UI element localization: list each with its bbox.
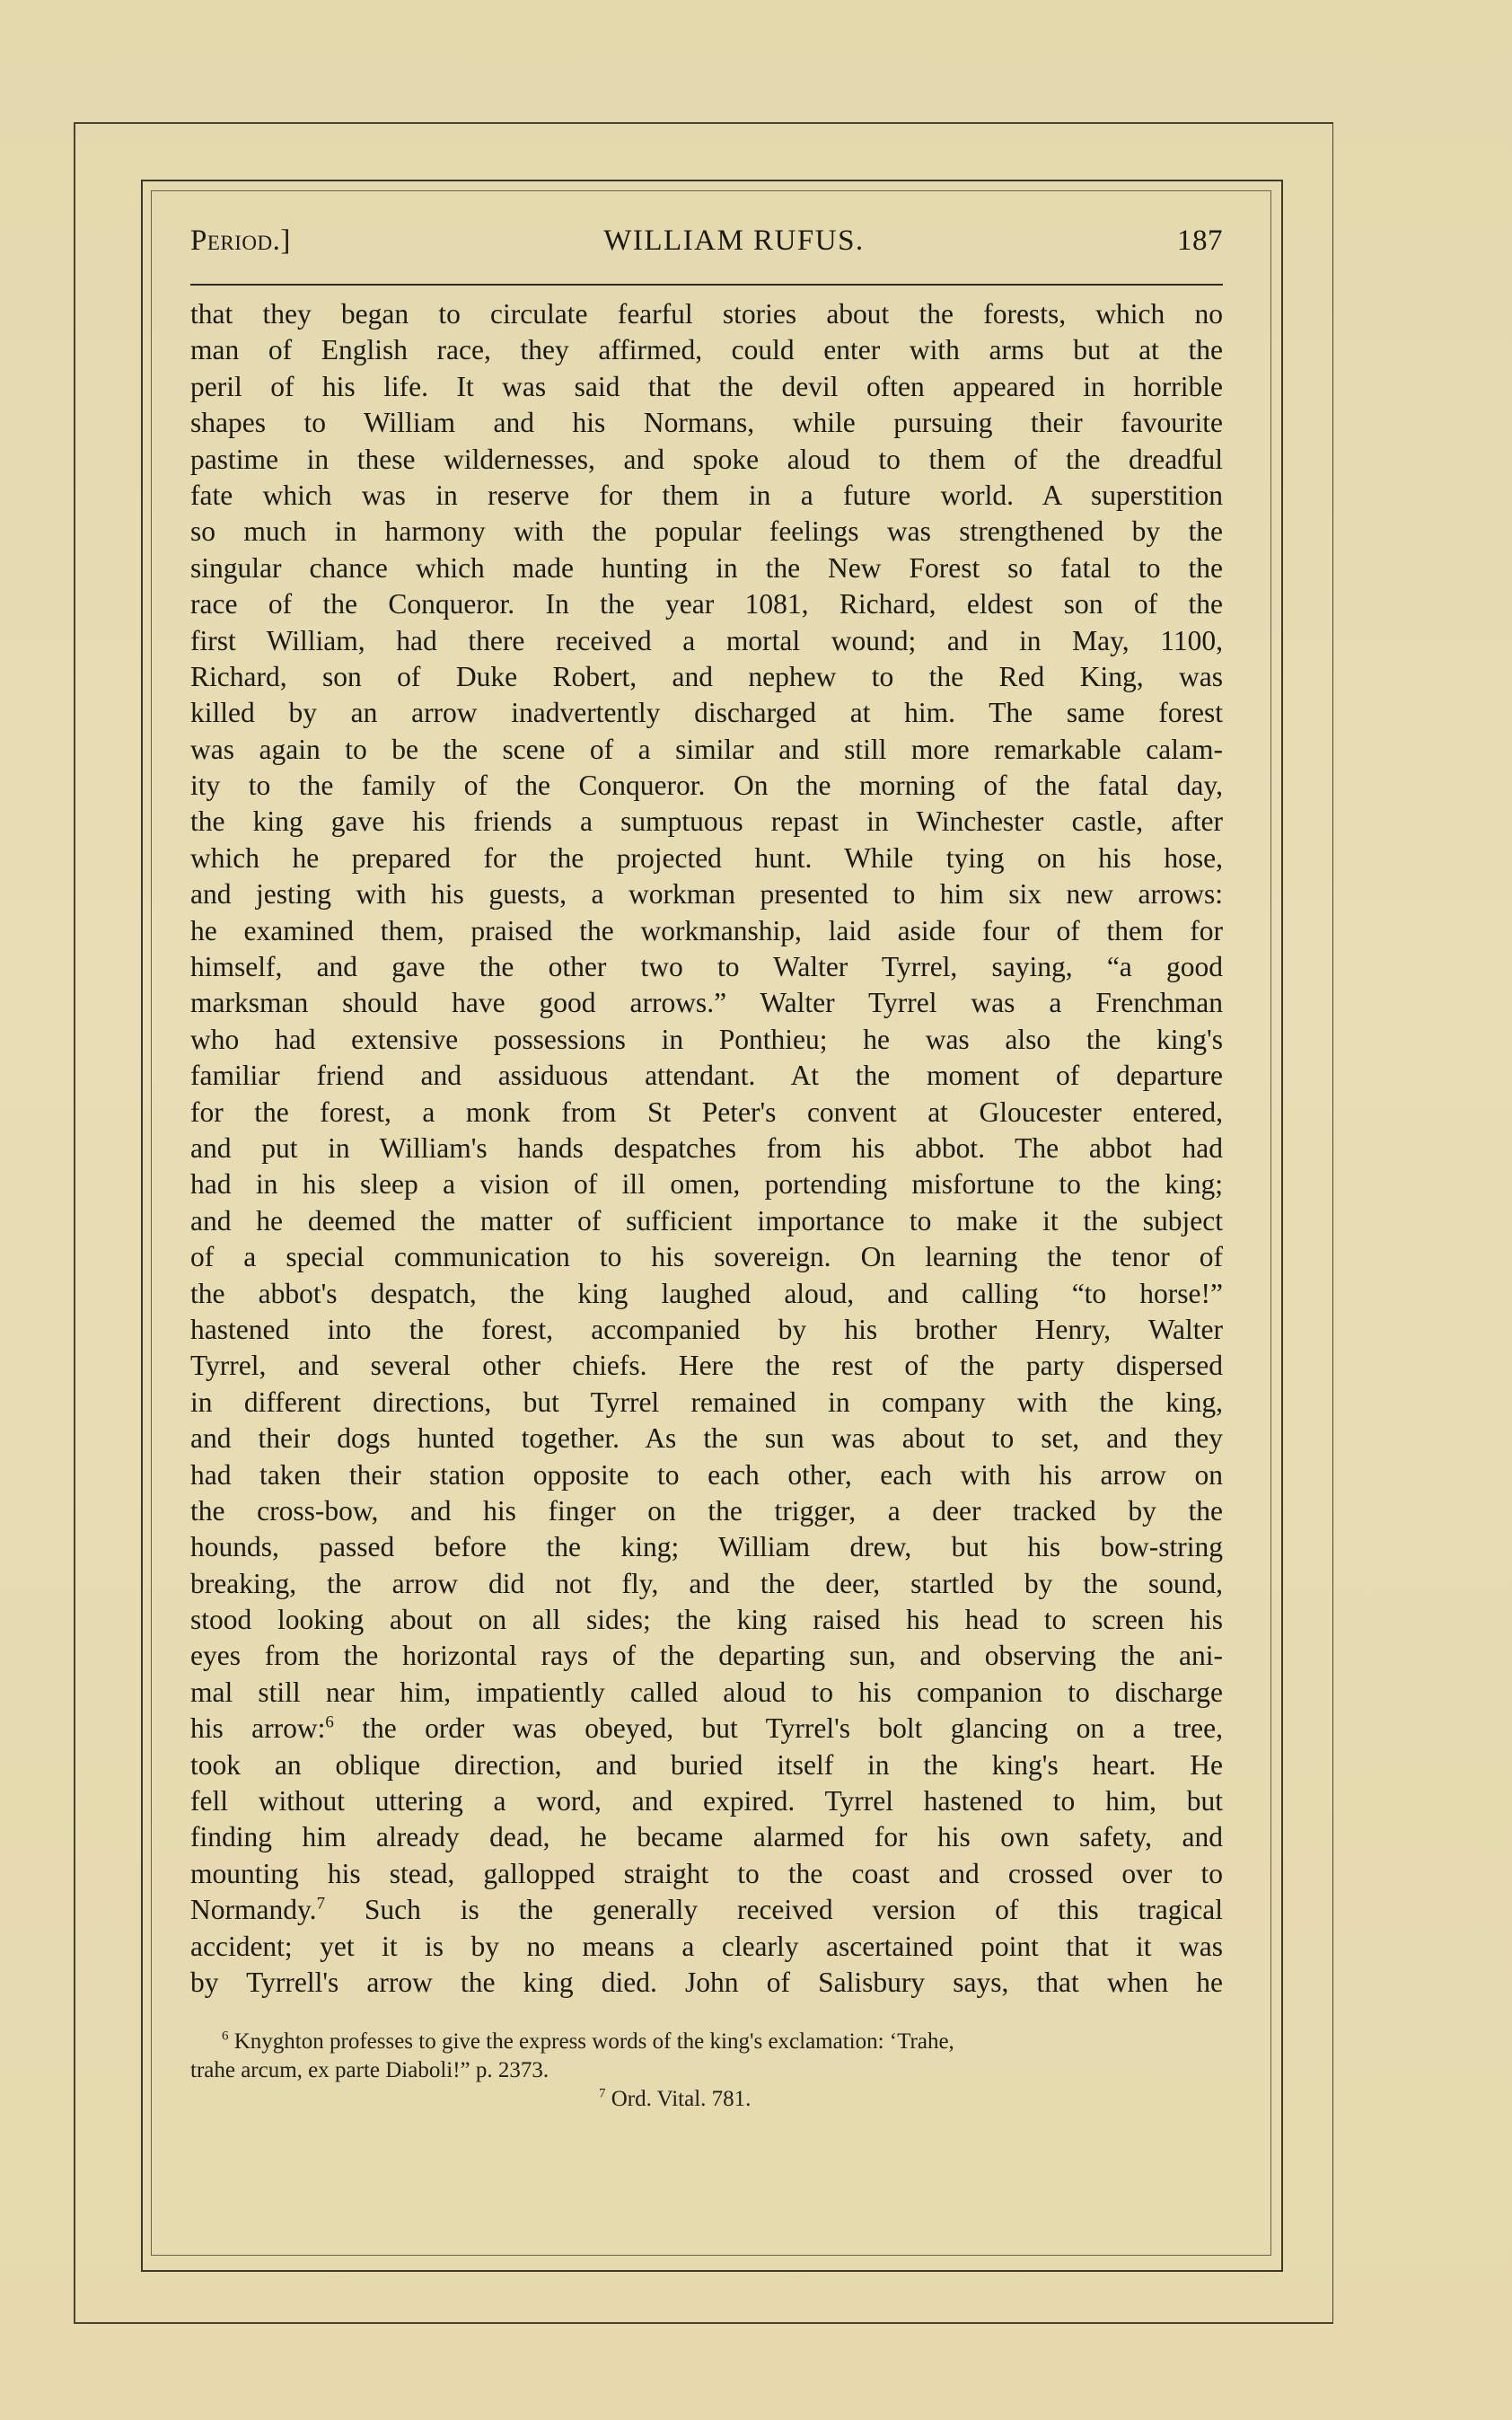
text-line: breaking, the arrow did not fly, and the deer, startled by the sound, [190,1567,1223,1599]
footnote-7 [190,2085,1223,2114]
running-header [190,224,1223,275]
text-line: which he prepared for the projected hunt. While tying on his hose, [190,841,1223,874]
text-line: the cross-bow, and his finger on the trigger, a deer tracked by the [190,1494,1223,1527]
text-line: man of English race, they affirmed, could enter with arms but at the [190,334,1223,366]
text-line-with-ref [190,1711,1223,1747]
book-page [190,224,1223,2114]
text-line: finding him already dead, he became alarmed for his own safety, and [190,1821,1223,1853]
header-title: WILLIAM RUFUS. [603,224,865,257]
text-line: and he deemed the matter of sufficient importance to make it the subject [190,1204,1223,1236]
text-segment: the order was obeyed, but Tyrrel's bolt glancing on a tree, [333,1712,1223,1745]
footnote-text: Knyghton professes to give the express words of the king's exclamation: ‘Trahe, [228,2029,954,2055]
text-segment: his arrow: [190,1712,326,1745]
text-line: killed by an arrow inadvertently discharged at him. The same forest [190,697,1223,729]
text-line: himself, and gave the other two to Walter Tyrrel, saying, “a good [190,951,1223,983]
text-line: had taken their station opposite to each other, each with his arrow on [190,1458,1223,1491]
footnotes [190,2028,1223,2114]
text-line: of a special communication to his sovereign. On learning the tenor of [190,1241,1223,1273]
text-line: that they began to circulate fearful stories about the forests, which no [190,298,1223,330]
text-line: mounting his stead, gallopped straight to the coast and crossed over to [190,1857,1223,1889]
text-line: in different directions, but Tyrrel remained in company with the king, [190,1386,1223,1418]
text-line-with-ref [190,1892,1223,1928]
text-line: hounds, passed before the king; William drew, but his bow-string [190,1531,1223,1563]
header-section: Period.] [190,224,291,257]
text-line: eyes from the horizontal rays of the departing sun, and observing the ani- [190,1640,1223,1672]
footnote-text: Ord. Vital. 781. [605,2087,752,2112]
text-line: and their dogs hunted together. As the sun was about to set, and they [190,1422,1223,1455]
text-line: accident; yet it is by no means a clearly ascertained point that it was [190,1930,1223,1962]
footnote-marker: 7 [599,2087,606,2102]
footnote-ref-6: 6 [325,1712,334,1732]
text-line: peril of his life. It was said that the devil often appeared in horrible [190,370,1223,402]
text-line: hastened into the forest, accompanied by his brother Henry, Walter [190,1313,1223,1345]
page-number: 187 [1177,224,1223,257]
text-line: and jesting with his guests, a workman presented to him six new arrows: [190,878,1223,911]
text-line: marksman should have good arrows.” Walter Tyrrel was a Frenchman [190,987,1223,1019]
body-text [190,296,1223,2001]
footnote-6 [190,2028,1223,2056]
text-line: Richard, son of Duke Robert, and nephew to the Red King, was [190,660,1223,692]
text-segment: Normandy. [190,1894,317,1926]
text-line: Tyrrel, and several other chiefs. Here the rest of the party dispersed [190,1350,1223,1382]
text-line: by Tyrrell's arrow the king died. John of Salisbury says, that when he [190,1966,1223,1998]
footnote-ref-7: 7 [316,1894,326,1914]
text-line: the abbot's despatch, the king laughed aloud, and calling “to horse!” [190,1277,1223,1309]
text-line: fate which was in reserve for them in a future world. A superstition [190,479,1223,511]
text-line: was again to be the scene of a similar and still more remarkable calam- [190,733,1223,765]
text-line: for the forest, a monk from St Peter's convent at Gloucester entered, [190,1096,1223,1128]
text-line: shapes to William and his Normans, while pursuing their favourite [190,407,1223,439]
text-line: he examined them, praised the workmanship, laid aside four of them for [190,914,1223,946]
text-line: and put in William's hands despatches from his abbot. The abbot had [190,1131,1223,1164]
footnote-marker: 6 [222,2029,229,2045]
text-line: stood looking about on all sides; the king raised his head to screen his [190,1604,1223,1636]
text-line: who had extensive possessions in Ponthieu; he was also the king's [190,1023,1223,1055]
text-line: familiar friend and assiduous attendant. At the moment of departure [190,1060,1223,1092]
footnote-6-continued: trahe arcum, ex parte Diaboli!” p. 2373. [190,2058,549,2083]
text-line: the king gave his friends a sumptuous repast in Winchester castle, after [190,805,1223,838]
text-segment: Such is the generally received version of this tragical [325,1894,1223,1926]
text-line: singular chance which made hunting in the New Forest so fatal to the [190,551,1223,584]
text-line: fell without uttering a word, and expired. Tyrrel hastened to him, but [190,1785,1223,1817]
text-line: ity to the family of the Conqueror. On the morning of the fatal day, [190,770,1223,802]
text-line: had in his sleep a vision of ill omen, portending misfortune to the king; [190,1168,1223,1201]
text-line: race of the Conqueror. In the year 1081, Richard, eldest son of the [190,588,1223,620]
text-line: pastime in these wildernesses, and spoke aloud to them of the dreadful [190,443,1223,475]
text-line: first William, had there received a mortal wound; and in May, 1100, [190,624,1223,656]
text-line: mal still near him, impatiently called aloud to his companion to discharge [190,1676,1223,1708]
text-line: took an oblique direction, and buried itself in the king's heart. He [190,1748,1223,1781]
text-line: so much in harmony with the popular feelings was strengthened by the [190,515,1223,548]
header-rule [190,284,1223,286]
